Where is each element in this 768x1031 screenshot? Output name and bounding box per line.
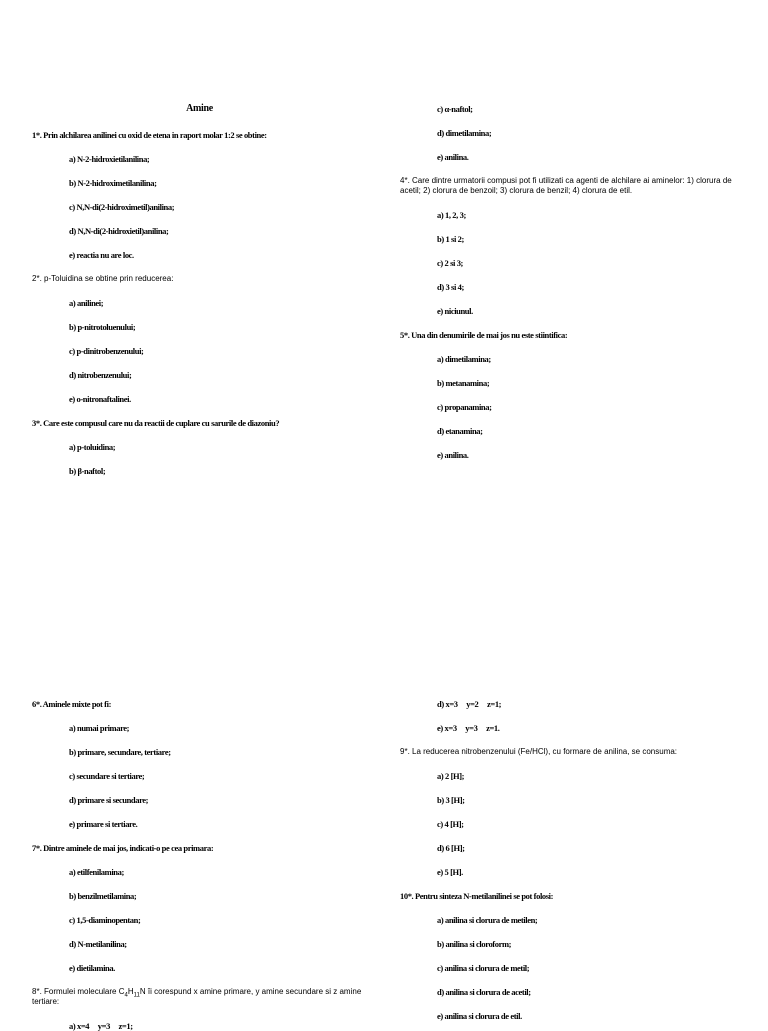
option: e) o-nitronaftalinei. xyxy=(69,394,131,404)
question-7-options xyxy=(32,867,377,973)
question-4-options xyxy=(400,210,745,316)
option: c) p-dinitrobenzenului; xyxy=(69,346,144,356)
option: d) 3 si 4; xyxy=(437,282,464,292)
option: c) 2 si 3; xyxy=(437,258,463,268)
option: e) reactia nu are loc. xyxy=(69,250,134,260)
option: c) propanamina; xyxy=(437,402,492,412)
question-10: 10*. Pentru sinteza N-metilanilinei se pot folosi: xyxy=(400,891,554,901)
option: d) 6 [H]; xyxy=(437,843,465,853)
option: c) N,N-di(2-hidroximetil)anilina; xyxy=(69,202,175,212)
question-8-options xyxy=(32,1021,377,1031)
option: a) anilinei; xyxy=(69,298,104,308)
option: e) anilina. xyxy=(437,152,469,162)
option: c) 1,5-diaminopentan; xyxy=(69,915,141,925)
option: e) primare si tertiare. xyxy=(69,819,138,829)
option: a) anilina si clorura de metilen; xyxy=(437,915,538,925)
left-column-bottom xyxy=(32,699,377,1031)
option: d) primare si secundare; xyxy=(69,795,149,805)
option: a) dimetilamina; xyxy=(437,354,491,364)
option: d) N,N-di(2-hidroxietil)anilina; xyxy=(69,226,169,236)
question-8 xyxy=(32,987,377,1007)
question-7: 7*. Dintre aminele de mai jos, indicati-o pe cea primara: xyxy=(32,843,214,853)
option: e) 5 [H]. xyxy=(437,867,463,877)
option: a) etilfenilamina; xyxy=(69,867,124,877)
question-10-options xyxy=(400,915,745,1021)
option: e) dietilamina. xyxy=(69,963,115,973)
option: c) 4 [H]; xyxy=(437,819,464,829)
option: a) 2 [H]; xyxy=(437,771,465,781)
question-4: 4*. Care dintre urmatorii compusi pot fi utilizati ca agenti de alchilare ai aminelor: 1) clorura de acetil; 2) clorura de benzoil; 3) clorura de benzil; 4) clorura de etil. xyxy=(400,176,732,195)
option: d) N-metilanilina; xyxy=(69,939,127,949)
option: b) N-2-hidroximetilanilina; xyxy=(69,178,157,188)
option: e) x=3 y=3 z=1. xyxy=(437,723,500,733)
option: c) secundare si tertiare; xyxy=(69,771,145,781)
option: c) α-naftol; xyxy=(437,104,473,114)
option: e) anilina si clorura de etil. xyxy=(437,1011,522,1021)
right-column-top xyxy=(400,104,745,460)
option: b) p-nitrotoluenului; xyxy=(69,322,136,332)
subscript: 4 xyxy=(124,992,128,999)
option: a) p-toluidina; xyxy=(69,442,116,452)
option: a) x=4 y=3 z=1; xyxy=(69,1021,133,1031)
question-8-options-continued xyxy=(400,699,745,733)
question-2-options xyxy=(32,298,377,404)
option: e) anilina. xyxy=(437,450,469,460)
question-2: 2*. p-Toluidina se obtine prin reducerea: xyxy=(32,274,174,283)
option: b) β-naftol; xyxy=(69,466,106,476)
question-1: 1*. Prin alchilarea anilinei cu oxid de etena in raport molar 1:2 se obtine: xyxy=(32,130,267,140)
question-8-text-post: N îi corespund x amine primare, y amine secundare si z amine tertiare: xyxy=(32,987,362,1006)
option: b) 1 si 2; xyxy=(437,234,464,244)
question-3: 3*. Care este compusul care nu da reactii de cuplare cu sarurile de diazoniu? xyxy=(32,418,280,428)
option: d) anilina si clorura de acetil; xyxy=(437,987,531,997)
question-8-text-mid: H xyxy=(127,987,134,996)
option: d) etanamina; xyxy=(437,426,483,436)
option: b) metanamina; xyxy=(437,378,490,388)
left-column-top xyxy=(32,130,377,476)
question-5-options xyxy=(400,354,745,460)
option: c) anilina si clorura de metil; xyxy=(437,963,530,973)
option: a) N-2-hidroxietilanilina; xyxy=(69,154,150,164)
question-1-options xyxy=(32,154,377,260)
subscript: 11 xyxy=(133,992,140,999)
question-9: 9*. La reducerea nitrobenzenului (Fe/HCl), cu formare de anilina, se consuma: xyxy=(400,747,678,756)
option: b) primare, secundare, tertiare; xyxy=(69,747,171,757)
page-bottom xyxy=(0,512,768,1031)
option: b) 3 [H]; xyxy=(437,795,465,805)
option: d) dimetilamina; xyxy=(437,128,492,138)
question-6-options xyxy=(32,723,377,829)
option: a) 1, 2, 3; xyxy=(437,210,466,220)
question-3-options xyxy=(32,442,377,476)
question-8-text-pre: 8*. Formulei moleculare C xyxy=(32,987,125,996)
option: d) nitrobenzenului; xyxy=(69,370,132,380)
page-top xyxy=(0,0,768,512)
option: b) benzilmetilamina; xyxy=(69,891,137,901)
question-5: 5*. Una din denumirile de mai jos nu este stiintifica: xyxy=(400,330,568,340)
option: b) anilina si cloroform; xyxy=(437,939,512,949)
option: a) numai primare; xyxy=(69,723,130,733)
page-title: Amine xyxy=(186,103,213,114)
question-9-options xyxy=(400,771,745,877)
option: d) x=3 y=2 z=1; xyxy=(437,699,502,709)
option: e) niciunul. xyxy=(437,306,473,316)
right-column-bottom xyxy=(400,699,745,1021)
question-6: 6*. Aminele mixte pot fi: xyxy=(32,699,111,709)
question-3-options-continued xyxy=(400,104,745,162)
